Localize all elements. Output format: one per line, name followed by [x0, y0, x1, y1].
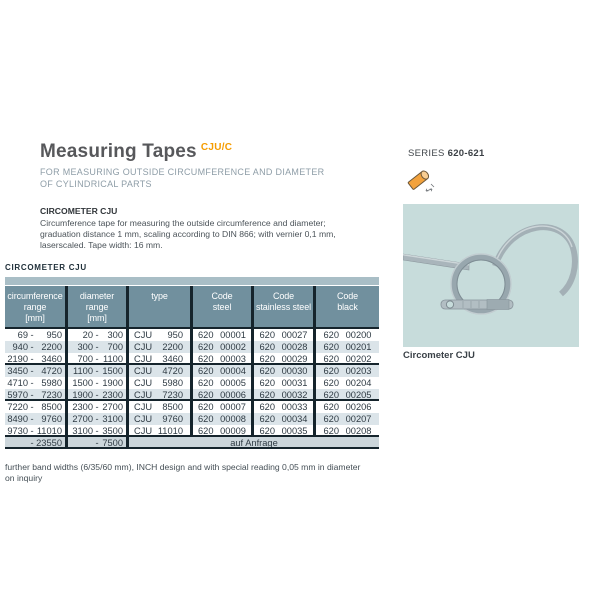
- range-to: 7230: [41, 390, 62, 399]
- cell-code-black: 620 00203: [316, 365, 379, 377]
- type-number: 5980: [162, 378, 183, 388]
- cell-circumference-range: [5, 341, 65, 353]
- range-from: 9730: [7, 426, 28, 435]
- section-description: [40, 218, 336, 251]
- range-to: 23550: [36, 438, 62, 447]
- range-to: 700: [107, 342, 123, 352]
- cell-code-steel: 620 00004: [193, 365, 251, 377]
- cell-code-stainless: 620 00029: [254, 353, 313, 363]
- cell-diameter-range: [68, 329, 126, 341]
- range-dash: -: [30, 342, 34, 352]
- cell-code-steel: 620 00001: [193, 329, 251, 341]
- page-title: [40, 141, 232, 163]
- table-footnote: [5, 462, 360, 484]
- type-prefix: CJU: [134, 366, 153, 376]
- series-word: SERIES: [408, 148, 445, 159]
- measuring-tape-illustration: [403, 204, 579, 347]
- type-number: 8500: [162, 402, 183, 412]
- cell-type: [129, 341, 190, 353]
- table-row: [5, 425, 379, 437]
- range-dash: -: [95, 414, 99, 424]
- range-dash: -: [95, 342, 99, 352]
- cell-circumference-range: [5, 377, 65, 389]
- column-header-circumference: [5, 286, 65, 327]
- cell-code-black: 620 00204: [316, 377, 379, 389]
- range-to: 1100: [103, 354, 123, 363]
- type-prefix: CJU: [134, 426, 153, 435]
- page-title-superscript: CJU/C: [200, 142, 233, 153]
- range-dash: -: [30, 426, 34, 435]
- type-number: 2200: [162, 342, 183, 352]
- header-line: range: [85, 302, 109, 312]
- range-from: [68, 437, 93, 447]
- table-row: [5, 365, 379, 377]
- type-number: 9760: [162, 414, 183, 424]
- cell-diameter-range: [68, 413, 126, 425]
- type-number: 7230: [162, 390, 183, 399]
- range-dash: -: [30, 366, 34, 376]
- subtitle-line: FOR MEASURING OUTSIDE CIRCUMFERENCE AND DIAMETER: [40, 167, 325, 177]
- range-from: 2700: [72, 414, 93, 424]
- type-prefix: CJU: [134, 402, 153, 412]
- range-to: 1900: [102, 378, 123, 388]
- cell-code-black: 620 00206: [316, 401, 379, 413]
- range-from: 1900: [72, 390, 93, 399]
- header-line: Code: [336, 291, 359, 301]
- cell-type: [129, 353, 190, 363]
- cell-on-request-note: auf Anfrage: [129, 437, 379, 447]
- type-prefix: CJU: [134, 414, 153, 424]
- column-header-type: [129, 286, 190, 327]
- range-to: 950: [46, 330, 62, 340]
- type-number: 4720: [162, 366, 183, 376]
- header-line: circumference: [7, 291, 63, 301]
- page-title-text: Measuring Tapes: [40, 141, 197, 162]
- description-line: Circumference tape for measuring the outside circumference and diameter;: [40, 218, 326, 228]
- cell-type: [129, 389, 190, 399]
- cell-code-black: 620 00208: [316, 425, 379, 435]
- table-row: [5, 353, 379, 365]
- cell-code-stainless: 620 00028: [254, 341, 313, 353]
- table-row: [5, 341, 379, 353]
- range-to: 4720: [41, 366, 62, 376]
- range-from: 300: [77, 342, 93, 352]
- range-dash: -: [30, 414, 34, 424]
- range-to: 2200: [41, 342, 62, 352]
- cell-circumference-range: [5, 365, 65, 377]
- table-top-strip: [5, 277, 379, 285]
- range-to: 11010: [36, 426, 62, 435]
- cell-code-stainless: 620 00030: [254, 365, 313, 377]
- range-from: [5, 437, 28, 447]
- range-from: 700: [77, 354, 93, 363]
- product-photo-circometer: [403, 204, 579, 347]
- cell-type: [129, 401, 190, 413]
- type-number: 3460: [162, 354, 183, 363]
- cell-circumference-range: [5, 329, 65, 341]
- type-number: 11010: [157, 426, 183, 435]
- header-line: stainless steel: [255, 302, 312, 312]
- cell-type: [129, 377, 190, 389]
- table-row: [5, 389, 379, 401]
- cell-diameter-range: [68, 437, 126, 447]
- section-heading: CIRCOMETER CJU: [40, 206, 118, 216]
- column-header-code-steel: [193, 286, 251, 327]
- cell-diameter-range: [68, 341, 126, 353]
- cell-code-stainless: 620 00027: [254, 329, 313, 341]
- header-line: diameter: [79, 291, 115, 301]
- table-row: [5, 329, 379, 341]
- header-line: black: [337, 302, 358, 312]
- range-dash: -: [95, 378, 99, 388]
- type-prefix: CJU: [134, 342, 153, 352]
- cell-code-black: 620 00202: [316, 353, 379, 363]
- table-label: CIRCOMETER CJU: [5, 263, 87, 272]
- range-to: 3100: [102, 414, 123, 424]
- range-dash: -: [30, 402, 34, 412]
- header-line: Code: [272, 291, 295, 301]
- cell-circumference-range: [5, 425, 65, 435]
- description-line: graduation distance 1 mm, scaling according to DIN 866; with vernier 0,1 mm,: [40, 229, 336, 239]
- range-to: 8500: [41, 402, 62, 412]
- range-from: 5970: [7, 390, 28, 399]
- range-dash: -: [95, 426, 99, 435]
- range-dash: -: [95, 438, 99, 447]
- column-header-code-black: [316, 286, 379, 327]
- cell-type: [129, 413, 190, 425]
- header-line: Code: [211, 291, 233, 301]
- cell-circumference-range: [5, 401, 65, 413]
- page-subtitle: [40, 167, 324, 190]
- cell-circumference-range: [5, 389, 65, 399]
- header-line: type: [151, 291, 168, 301]
- header-line: steel: [212, 302, 232, 312]
- cell-code-black: 620 00200: [316, 329, 379, 341]
- cell-code-steel: 620 00006: [193, 389, 251, 399]
- range-from: 940: [12, 342, 28, 352]
- range-dash: -: [95, 390, 99, 399]
- range-to: 3460: [41, 354, 62, 363]
- table-row: [5, 401, 379, 413]
- type-prefix: CJU: [134, 330, 153, 340]
- cell-code-steel: 620 00002: [193, 341, 251, 353]
- type-prefix: CJU: [134, 390, 153, 399]
- cell-type: [129, 425, 190, 435]
- range-dash: -: [30, 378, 34, 388]
- range-to: 2300: [102, 390, 123, 399]
- cell-code-black: 620 00205: [316, 389, 379, 399]
- cell-code-steel: 620 00007: [193, 401, 251, 413]
- type-prefix: CJU: [134, 354, 153, 363]
- range-dash: -: [30, 438, 34, 447]
- range-to: 5980: [41, 378, 62, 388]
- range-dash: -: [95, 330, 99, 340]
- cell-code-stainless: 620 00035: [254, 425, 313, 435]
- range-to: 300: [107, 330, 123, 340]
- cell-diameter-range: [68, 401, 126, 413]
- table-header-row: [5, 286, 379, 329]
- cell-diameter-range: [68, 365, 126, 377]
- footnote-line: on inquiry: [5, 473, 43, 483]
- cell-code-steel: 620 00008: [193, 413, 251, 425]
- range-to: 3500: [102, 426, 123, 435]
- column-header-diameter: [68, 286, 126, 327]
- range-from: 4710: [7, 378, 28, 388]
- range-to: 1500: [102, 366, 123, 376]
- type-number: 950: [167, 330, 183, 340]
- type-prefix: CJU: [134, 378, 153, 388]
- header-line: [mm]: [87, 313, 107, 323]
- range-to: 7500: [102, 438, 123, 447]
- range-from: 3100: [72, 426, 93, 435]
- description-line: laserscaled. Tape width: 16 mm.: [40, 240, 163, 250]
- cell-circumference-range: [5, 413, 65, 425]
- series-number: 620-621: [447, 148, 485, 159]
- cell-code-black: 620 00207: [316, 413, 379, 425]
- cell-code-steel: 620 00009: [193, 425, 251, 435]
- range-from: 69: [17, 330, 28, 340]
- range-dash: -: [30, 390, 34, 399]
- range-from: 7220: [7, 402, 28, 412]
- cell-code-black: 620 00201: [316, 341, 379, 353]
- range-from: 8490: [7, 414, 28, 424]
- series-label: [408, 148, 485, 159]
- cell-code-steel: 620 00003: [193, 353, 251, 363]
- range-dash: -: [30, 330, 34, 340]
- cell-circumference-range: [5, 353, 65, 363]
- range-dash: -: [95, 366, 99, 376]
- range-dash: -: [30, 354, 34, 363]
- cell-code-stainless: 620 00032: [254, 389, 313, 399]
- subtitle-line: OF CYLINDRICAL PARTS: [40, 178, 152, 189]
- range-to: 9760: [41, 414, 62, 424]
- table-row: [5, 377, 379, 389]
- range-from: 20: [82, 330, 93, 340]
- header-line: [mm]: [25, 313, 45, 323]
- cell-diameter-range: [68, 377, 126, 389]
- footnote-line: further band widths (6/35/60 mm), INCH design and with special reading 0,05 mm in diameter: [5, 462, 361, 472]
- range-from: 2190: [7, 354, 28, 363]
- range-to: 2700: [102, 402, 123, 412]
- range-from: 2300: [72, 402, 93, 412]
- cell-diameter-range: [68, 353, 126, 363]
- cell-type: [129, 365, 190, 377]
- range-from: 3450: [7, 366, 28, 376]
- table-request-row: [5, 437, 379, 449]
- cell-code-stainless: 620 00034: [254, 413, 313, 425]
- cell-circumference-range: [5, 437, 65, 447]
- range-from: 1500: [72, 378, 93, 388]
- figure-caption: Circometer CJU: [403, 350, 475, 361]
- column-header-code-stainless: [254, 286, 313, 327]
- cell-code-steel: 620 00005: [193, 377, 251, 389]
- cell-code-stainless: 620 00033: [254, 401, 313, 413]
- cell-diameter-range: [68, 389, 126, 399]
- table-row: [5, 413, 379, 425]
- header-line: range: [23, 302, 47, 312]
- cell-diameter-range: [68, 425, 126, 435]
- cell-type: [129, 329, 190, 341]
- range-dash: -: [95, 354, 99, 363]
- product-table: [5, 277, 379, 449]
- cylinder-dimension-icon: [404, 165, 438, 199]
- cell-code-stainless: 620 00031: [254, 377, 313, 389]
- range-from: 1100: [73, 366, 93, 376]
- range-dash: -: [95, 402, 99, 412]
